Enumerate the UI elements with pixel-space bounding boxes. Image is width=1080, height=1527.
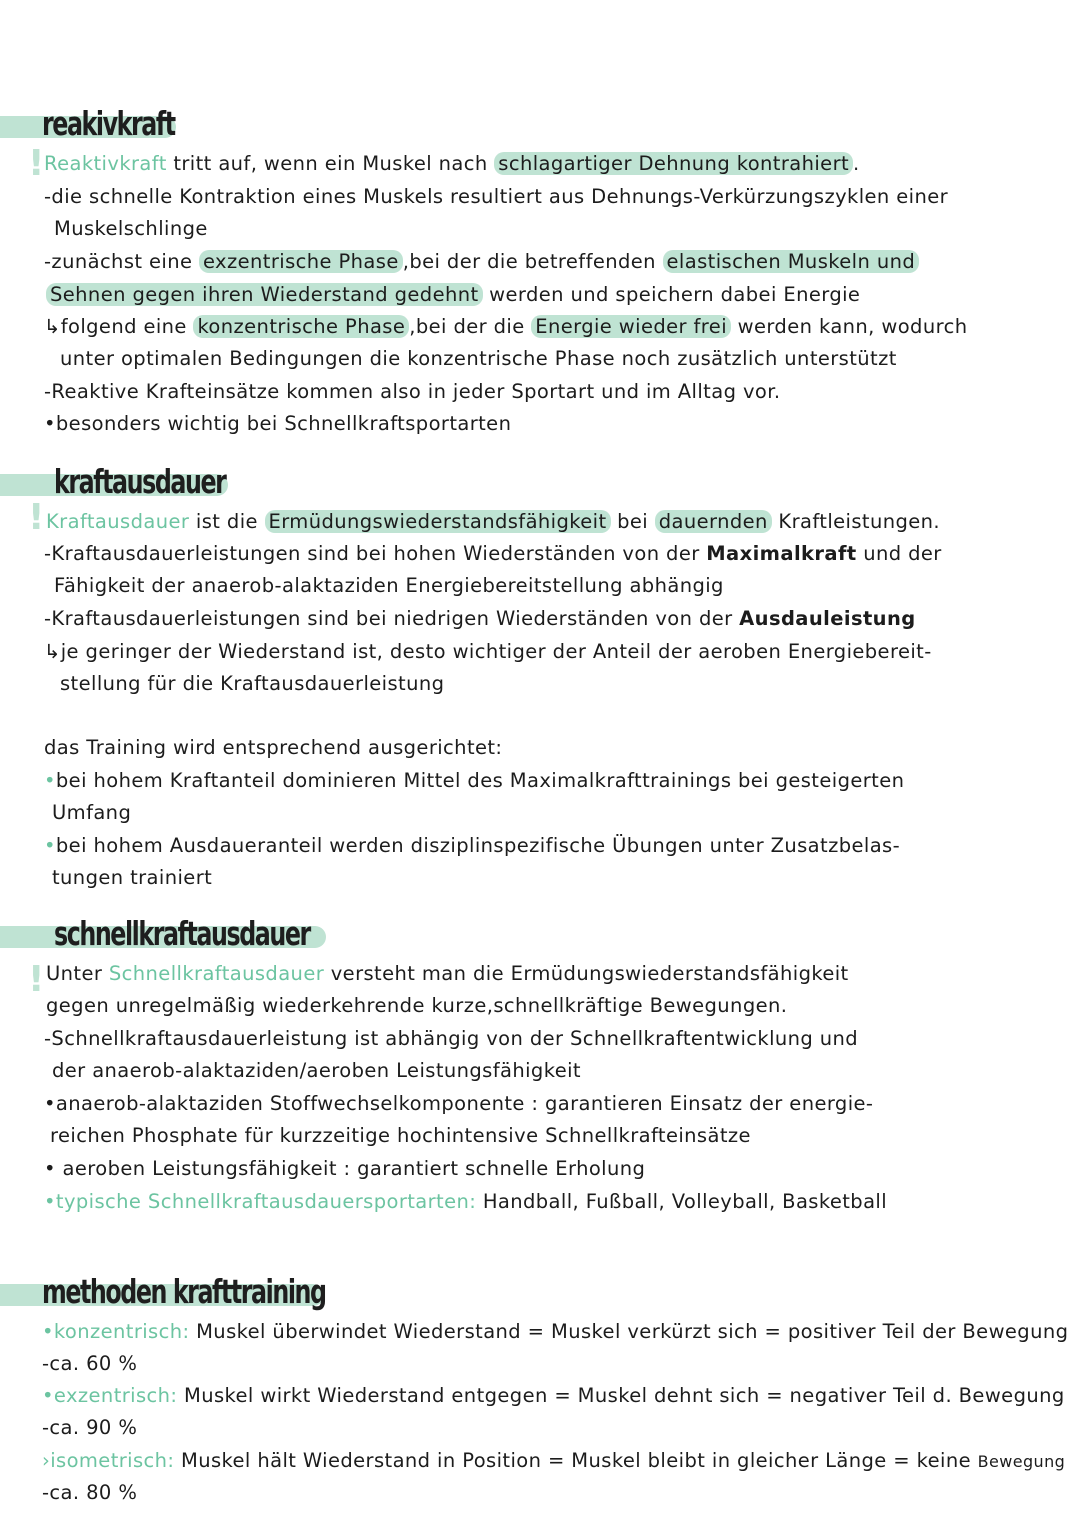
text-line: -Kraftausdauerleistungen sind bei niedrigen Wiederständen von der Ausdauleistung bbox=[44, 607, 916, 630]
text-line: -Kraftausdauerleistungen sind bei hohen Wiederständen von der Maximalkraft und der bbox=[44, 542, 942, 565]
text-line: das Training wird entsprechend ausgerichtet: bbox=[44, 736, 503, 759]
text-line: -ca. 90 % bbox=[42, 1416, 138, 1439]
text-line: •bei hohem Kraftanteil dominieren Mittel des Maximalkrafttrainings bei gesteigerten bbox=[44, 769, 905, 792]
text-line: • aeroben Leistungsfähigkeit : garantiert schnelle Erholung bbox=[44, 1157, 646, 1180]
text-line: •typische Schnellkraftausdauersportarten: Handball, Fußball, Volleyball, Basketball bbox=[44, 1190, 888, 1213]
exclamation-icon: ! bbox=[28, 959, 45, 1000]
text-line: Umfang bbox=[52, 801, 132, 824]
text-line: stellung für die Kraftausdauerleistung bbox=[60, 672, 445, 695]
text-line: •anaerob-alaktaziden Stoffwechselkomponente : garantieren Einsatz der energie- bbox=[44, 1092, 874, 1115]
text-line: -Schnellkraftausdauerleistung ist abhängig von der Schnellkraftentwicklung und bbox=[44, 1027, 859, 1050]
text-line: -ca. 60 % bbox=[42, 1352, 138, 1375]
text-line: ↳folgend eine konzentrische Phase ,bei der die Energie wieder frei werden kann, wodurch bbox=[44, 315, 968, 338]
text-line: •exzentrisch: Muskel wirkt Wiederstand entgegen = Muskel dehnt sich = negativer Teil d. Bewegung bbox=[42, 1384, 1065, 1407]
text-line: ›isometrisch: Muskel hält Wiederstand in Position = Muskel bleibt in gleicher Länge = keine Bewegung bbox=[42, 1449, 1066, 1472]
text-line: Sehnen gegen ihren Wiederstand gedehnt werden und speichern dabei Energie bbox=[46, 279, 860, 311]
text-line: Reaktivkraft tritt auf, wenn ein Muskel nach schlagartiger Dehnung kontrahiert . bbox=[44, 152, 860, 175]
text-line: •besonders wichtig bei Schnellkraftsportarten bbox=[44, 412, 512, 435]
section-title-schnellkraftausdauer: schnellkraftausdauer bbox=[54, 914, 310, 953]
text-line: gegen unregelmäßig wiederkehrende kurze,schnellkräftige Bewegungen. bbox=[46, 994, 788, 1017]
text-line: •konzentrisch: Muskel überwindet Wiederstand = Muskel verkürzt sich = positiver Teil der Bewegung bbox=[42, 1320, 1069, 1343]
text-line: reichen Phosphate für kurzzeitige hochintensive Schnellkrafteinsätze bbox=[50, 1124, 751, 1147]
text-line: -Reaktive Krafteinsätze kommen also in jeder Sportart und im Alltag vor. bbox=[44, 380, 781, 403]
exclamation-icon: ! bbox=[28, 497, 45, 538]
text-line: Muskelschlinge bbox=[54, 217, 208, 240]
text-line: -die schnelle Kontraktion eines Muskels resultiert aus Dehnungs-Verkürzungszyklen einer bbox=[44, 185, 949, 208]
text-line: tungen trainiert bbox=[52, 866, 213, 889]
text-line: unter optimalen Bedingungen die konzentrische Phase noch zusätzlich unterstützt bbox=[60, 347, 897, 370]
text-line: -ca. 80 % bbox=[42, 1481, 138, 1504]
text-line: Unter Schnellkraftausdauer versteht man die Ermüdungswiederstandsfähigkeit bbox=[46, 962, 849, 985]
section-title-methoden-krafttraining: methoden krafttraining bbox=[42, 1272, 326, 1311]
section-title-reaktivkraft: reakivkraft bbox=[42, 104, 175, 143]
text-line: ↳je geringer der Wiederstand ist, desto wichtiger der Anteil der aeroben Energiebereit- bbox=[44, 640, 932, 663]
text-line: Fähigkeit der anaerob-alaktaziden Energiebereitstellung abhängig bbox=[54, 574, 724, 597]
text-line: Kraftausdauer ist die Ermüdungswiederstandsfähigkeit bei dauernden Kraftleistungen. bbox=[46, 510, 941, 533]
text-line: -zunächst eine exzentrische Phase ,bei der die betreffenden elastischen Muskeln und bbox=[44, 246, 919, 278]
section-title-kraftausdauer: kraftausdauer bbox=[54, 462, 226, 501]
exclamation-icon: ! bbox=[28, 143, 45, 184]
text-line: •bei hohem Ausdaueranteil werden disziplinspezifische Übungen unter Zusatzbelas- bbox=[44, 834, 901, 857]
text-line: der anaerob-alaktaziden/aeroben Leistungsfähigkeit bbox=[52, 1059, 581, 1082]
